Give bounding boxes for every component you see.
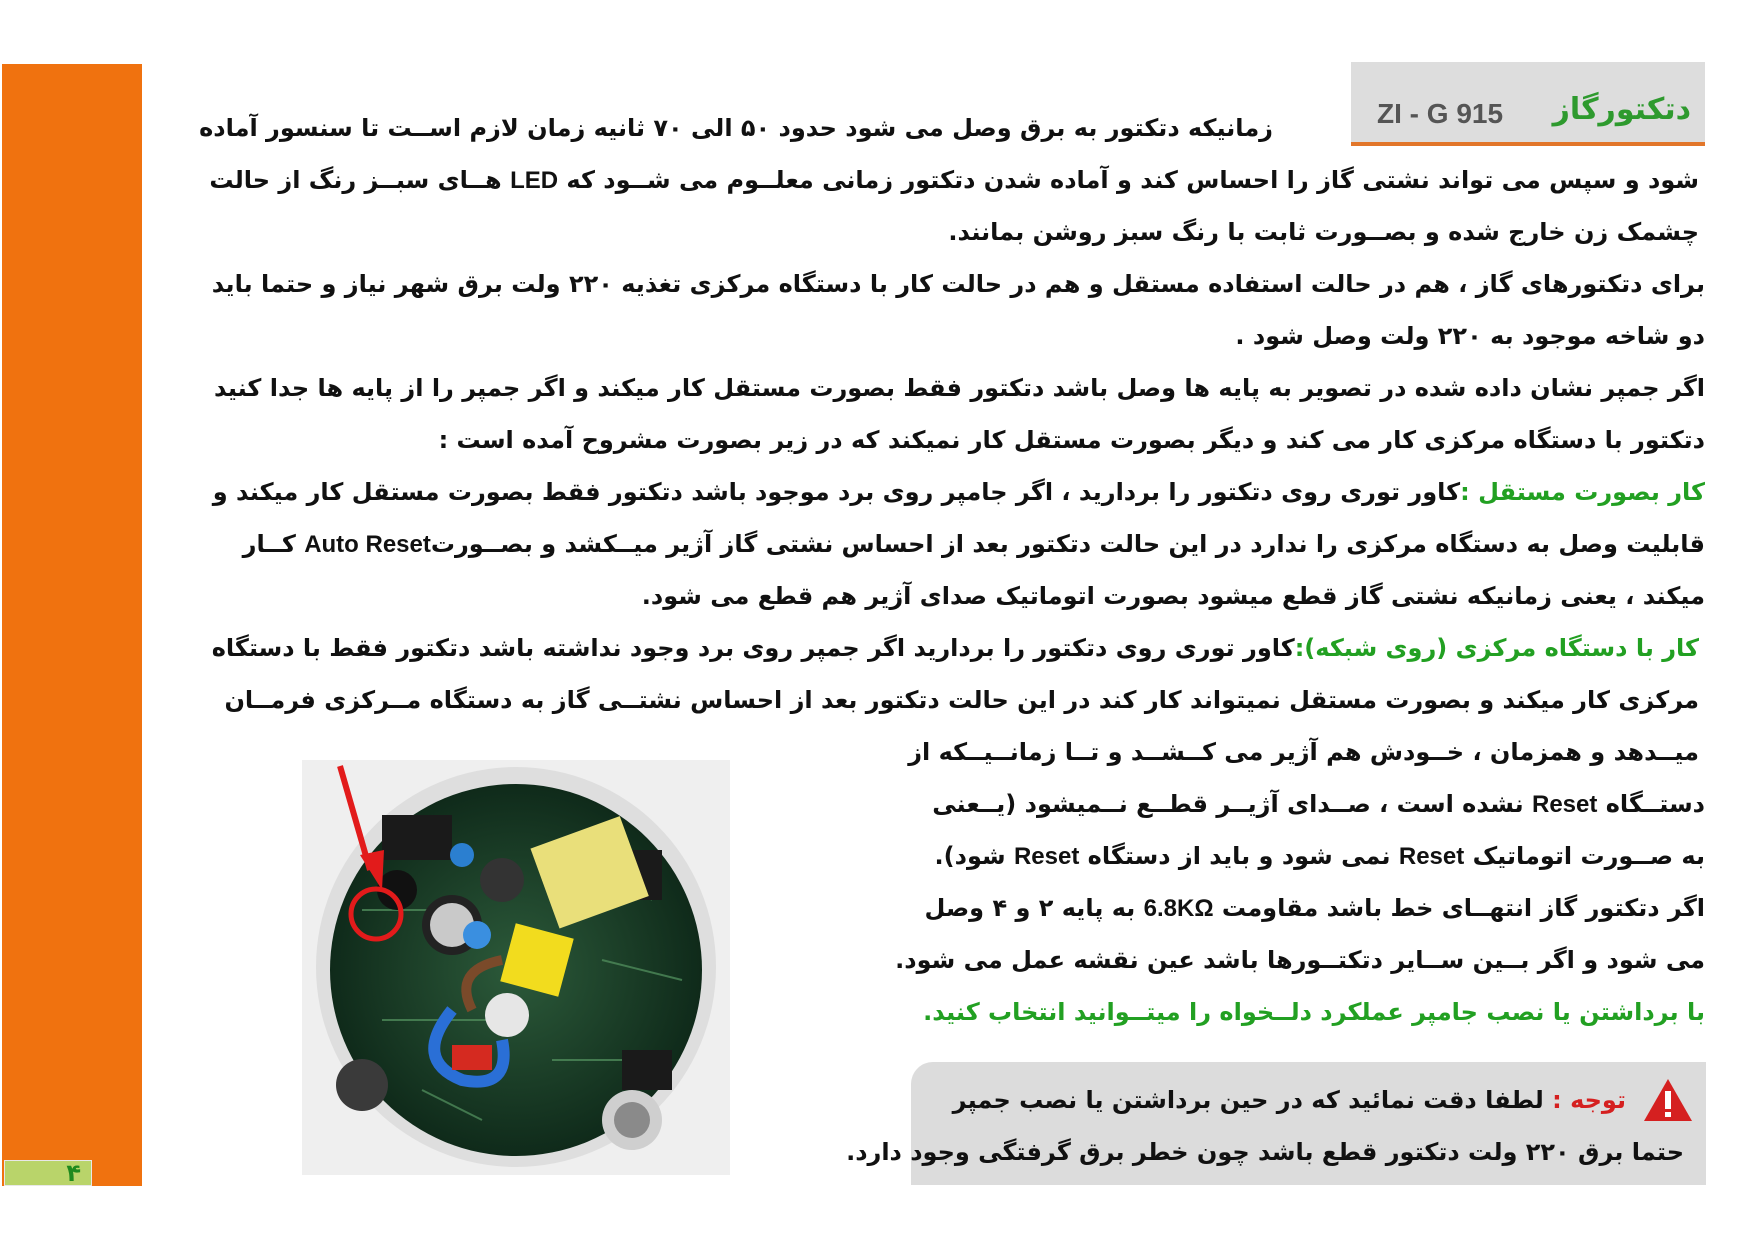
text-segment-auto-reset: Auto Reset [304,531,431,558]
text-segment: نمی شود و باید از دستگاه [1079,842,1399,870]
text-segment: به پایه ۲ و ۴ وصل [924,894,1144,922]
section-heading-network: کار با دستگاه مرکزی (روی شبکه): [1294,634,1699,662]
text-segment: به صــورت اتوماتیک [1464,842,1705,870]
text-line: مرکزی کار میکند و بصورت مستقل نمیتواند کار کند در این حالت دتکتور بعد از احساس نشتــی گاز به دستگاه مــرکزی فرمــان [224,686,1699,714]
text-segment: کــار [242,530,305,558]
text-line: دتکتور با دستگاه مرکزی کار می کند و دیگر بصورت مستقل کار نمیکند که در زیر بصورت مشروح آمده است : [438,426,1705,454]
text-segment: هــای سبــز رنگ از حالت [209,166,511,194]
text-segment: اگر دتکتور گاز انتهــای خط باشد مقاومت [1213,894,1705,922]
text-segment: نشده است ، صــدای آژیــر قطــع نــمیشود (یــعنی [932,790,1532,818]
model-number: ZI - G 915 [1377,98,1504,129]
circuit-board-illustration [302,760,730,1175]
text-line [209,164,1699,197]
text-segment: دستــگاه [1597,790,1705,818]
text-segment: شود و سپس می تواند نشتی گاز را احساس کند و آماده شدن دتکتور زمانی معلــوم می شــود که [558,166,1699,194]
circuit-board-photo [302,760,730,1175]
text-line [212,632,1699,664]
text-line: اگر جمپر نشان داده شده در تصویر به پایه ها وصل باشد دتکتور فقط بصورت مستقل کار میکند و اگر جمپر را از پایه ها جدا کنید [213,374,1705,402]
orange-sidebar [2,64,142,1186]
text-segment-led: LED [510,167,559,194]
text-line [243,528,1705,561]
text-line: چشمک زن خارج شده و بصــورت ثابت با رنگ سبز روشن بمانند. [948,218,1699,246]
note-line-1 [953,1086,1626,1114]
text-line [932,788,1705,821]
text-line: می شود و اگر بــین ســایر دتکتــورها باشد عین نقشه عمل می شود. [895,946,1705,974]
text-segment: کاور توری روی دتکتور را بردارید اگر جمپر روی برد وجود نداشته باشد دتکتور فقط با دستگاه [211,634,1295,662]
section-heading-standalone: کار بصورت مستقل : [1460,478,1705,506]
text-segment: شود). [934,842,1014,870]
text-segment-reset: Reset [1398,843,1465,870]
note-label: توجه : [1552,1086,1626,1114]
warning-icon [1642,1077,1694,1123]
note-line-2: حتما برق ۲۲۰ ولت دتکتور قطع باشد چون خطر برق گرفتگی وجود دارد. [846,1138,1684,1166]
text-segment: کاور توری روی دتکتور را بردارید ، اگر جامپر روی برد موجود باشد دتکتور فقط بصورت مستقل کار میکند و [212,478,1461,506]
warning-note [846,1062,1706,1185]
text-line: زمانیکه دتکتور به برق وصل می شود حدود ۵۰ الی ۷۰ ثانیه زمان لازم اســت تا سنسور آماده [199,114,1273,142]
header [1351,62,1705,146]
text-segment: لطفا دقت نمائید که در حین برداشتن یا نصب جمپر [952,1086,1553,1114]
jumper-selection-note: با برداشتن یا نصب جامپر عملکرد دلــخواه را میتــوانید انتخاب کنید. [923,998,1705,1026]
text-segment: قابلیت وصل به دستگاه مرکزی را ندارد در این حالت دتکتور بعد از احساس نشتی گاز آژیر میــکشد و بصــورت [430,530,1705,558]
text-line: میــدهد و همزمان ، خــودش هم آژیر می کــشــد و تــا زمانــیــکه از [908,738,1699,766]
page-title: دتکتورگاز [1552,92,1691,127]
text-segment-reset: Reset [1013,843,1080,870]
text-line [213,476,1705,508]
text-line: برای دتکتورهای گاز ، هم در حالت استفاده مستقل و هم در حالت کار با دستگاه مرکزی تغذیه ۲۲۰ ولت برق شهر نیاز و حتما باید [211,270,1705,298]
text-line: میکند ، یعنی زمانیکه نشتی گاز قطع میشود بصورت اتوماتیک صدای آژیر هم قطع می شود. [641,582,1705,610]
text-segment-reset: Reset [1532,791,1598,818]
page-number: ۴ [66,1159,81,1187]
text-line [935,840,1705,873]
text-line [925,892,1705,925]
page-number-box [4,1160,92,1186]
text-segment-resistor: 6.8KΩ [1143,895,1214,922]
text-line: دو شاخه موجود به ۲۲۰ ولت وصل شود . [1235,322,1705,350]
